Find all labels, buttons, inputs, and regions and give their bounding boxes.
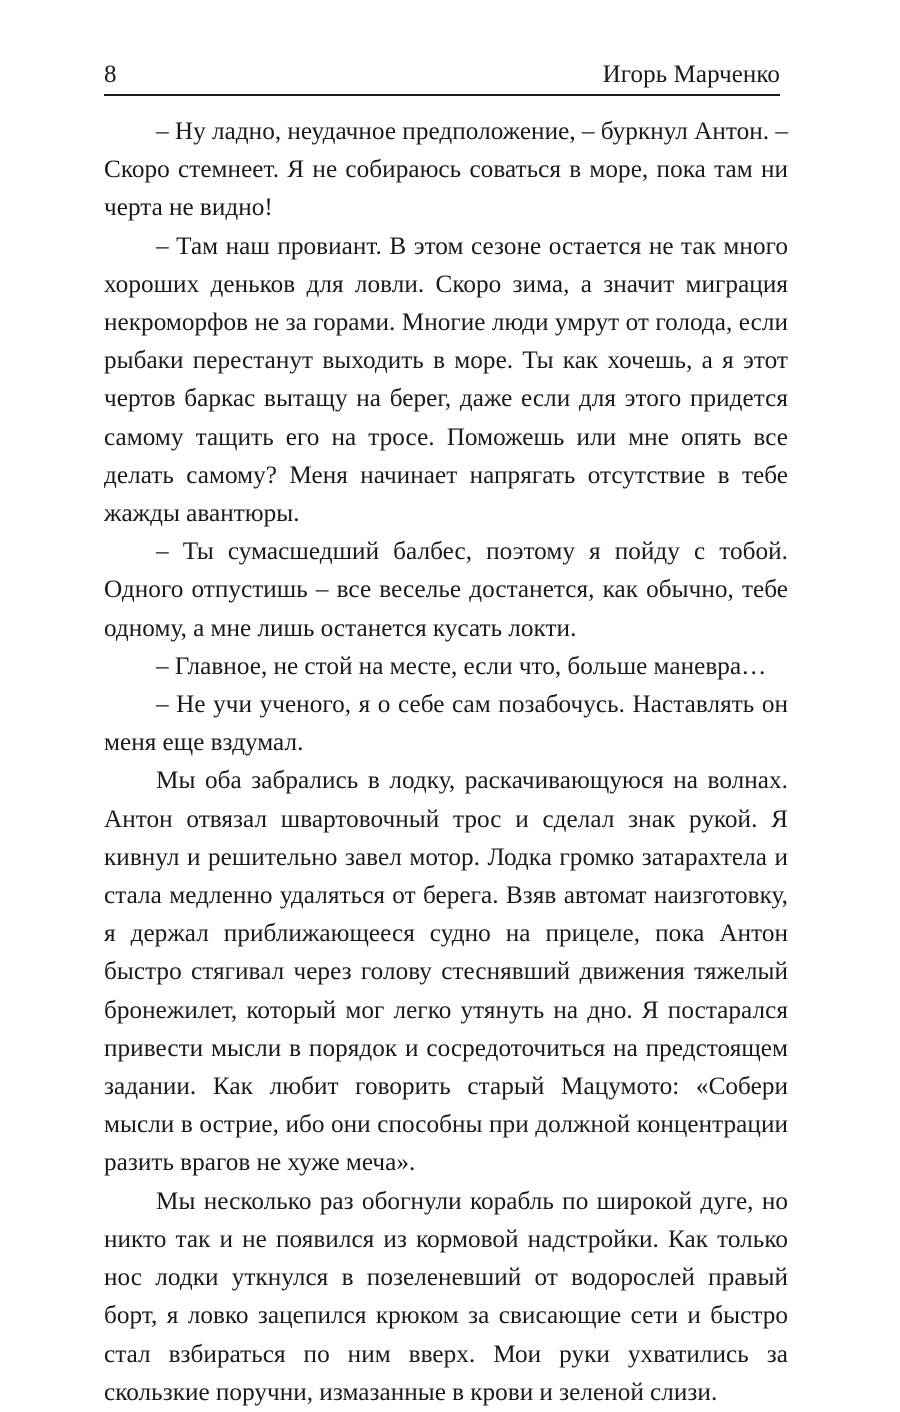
- paragraph: Мы несколько раз обогнули корабль по широкой дуге, но никто так и не появился из кормовой надстройки. Как только нос лодки уткнулся в позеленевший от водорослей правый борт, я ловко зацепился крюком за свисающие сети и быстро стал взбираться по ним вверх. Мои руки ухватились за скользкие поручни, измазанные в крови и зеленой слизи.: [104, 1187, 788, 1406]
- body-text: [104, 113, 788, 1412]
- paragraph: – Главное, не стой на месте, если что, больше маневра…: [156, 652, 767, 680]
- paragraph: – Не учи ученого, я о себе сам позабочусь. Наставлять он меня еще вздумал.: [104, 691, 788, 757]
- paragraph: – Там наш провиант. В этом сезоне остается не так много хороших деньков для ловли. Скоро зима, а значит миграция некроморфов не за горами. Многие люди умрут от голода, если рыбаки перестанут выходить в море. Ты как хочешь, а я этот чертов баркас вытащу на берег, даже если для этого придется самому тащить его на тросе. Поможешь или мне опять все делать самому? Меня начинает напрягать отсутствие в тебе жажды авантюры.: [104, 232, 788, 528]
- paragraph: Мы оба забрались в лодку, раскачивающуюся на волнах. Антон отвязал швартовочный трос и сделал знак рукой. Я кивнул и решительно завел мотор. Лодка громко затарахтела и стала медленно удаляться от берега. Взяв автомат наизготовку, я держал приближающееся судно на прицеле, пока Антон быстро стягивал через голову стеснявший движения тяжелый бронежилет, который мог легко утянуть на дно. Я постарался привести мысли в порядок и сосредоточиться на предстоящем задании. Как любит говорить старый Мацумото: «Собери мысли в острие, ибо они способны при должной концентрации разить врагов не хуже меча».: [104, 767, 788, 1177]
- paragraph: – Ты сумасшедший балбес, поэтому я пойду с тобой. Одного отпустишь – все веселье достанется, как обычно, тебе одному, а мне лишь останется кусать локти.: [104, 538, 788, 642]
- running-title-author: Игорь Марченко: [602, 61, 780, 88]
- page-number: 8: [104, 61, 117, 88]
- running-head: [104, 62, 780, 96]
- paragraph: – Ну ладно, неудачное предположение, – буркнул Антон. – Скоро стемнеет. Я не собираюсь соваться в море, пока там ни черта не видно!: [104, 118, 788, 222]
